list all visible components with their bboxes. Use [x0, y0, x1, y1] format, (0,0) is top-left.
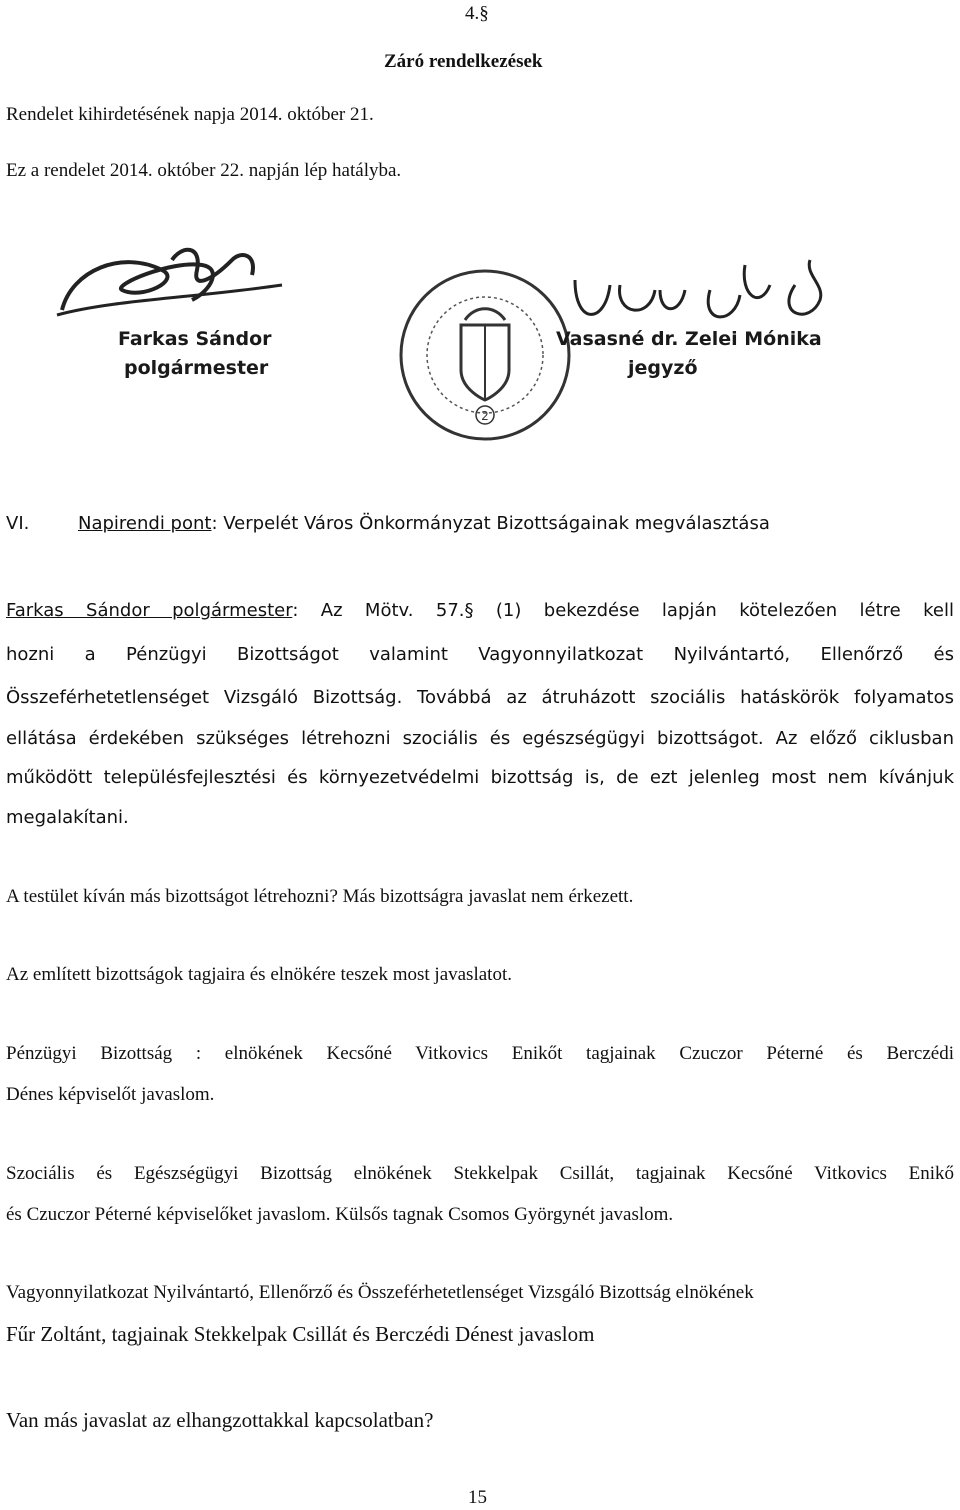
asset-committee-line-1: Vagyonnyilatkozat Nyilvántartó, Ellenőrző és Összeférhetetlenséget Vizsgáló Bizottság elnökének [6, 1282, 754, 1303]
official-stamp [395, 265, 575, 445]
mayor-title: polgármester [124, 357, 269, 379]
social-committee-line-1: Szociális és Egészségügyi Bizottság elnökének Stekkelpak Csillát, tagjainak Kecsőné Vitkovics Enikő [6, 1163, 954, 1184]
effective-date: Ez a rendelet 2014. október 22. napján lép hatályba. [6, 160, 402, 181]
speech-line-2: hozni a Pénzügyi Bizottságot valamint Vagyonnyilatkozat Nyilvántartó, Ellenőrző és [6, 644, 954, 665]
agenda-label: Napirendi pont [78, 513, 212, 534]
question-paragraph: A testület kíván más bizottságot létrehozni? Más bizottságra javaslat nem érkezett. [6, 886, 634, 907]
agenda-title: : Verpelét Város Önkormányzat Bizottságainak megválasztása [211, 513, 770, 534]
finance-committee-line-2: Dénes képviselőt javaslom. [6, 1084, 215, 1105]
speech-line-5: működött településfejlesztési és környezetvédelmi bizottság is, de ezt jelenleg most nem kívánjuk [6, 767, 954, 788]
agenda-number: VI. [6, 513, 30, 534]
agenda-item [6, 512, 770, 536]
stamp-number: 2 [481, 409, 489, 423]
section-title: Záró rendelkezések [384, 51, 543, 72]
mayor-name: Farkas Sándor [118, 328, 272, 350]
asset-committee-line-2: Fűr Zoltánt, tagjainak Stekkelpak Csillát és Berczédi Dénest javaslom [6, 1322, 595, 1346]
speech-line-3: Összeférhetetlenséget Vizsgáló Bizottság. Továbbá az átruházott szociális hatáskörök folyamatos [6, 687, 954, 708]
speaker-name: Farkas Sándor polgármester [6, 600, 293, 621]
promulgation-date: Rendelet kihirdetésének napja 2014. október 21. [6, 104, 374, 125]
speech-line-4: ellátása érdekében szükséges létrehozni szociális és egészségügyi bizottságot. Az előző ciklusban [6, 728, 954, 749]
finance-committee-line-1: Pénzügyi Bizottság : elnökének Kecsőné Vitkovics Enikőt tagjainak Czuczor Péterné és Berczédi [6, 1043, 954, 1064]
notary-name: Vasasné dr. Zelei Mónika [556, 328, 822, 350]
speech-line-1-text: : Az Mötv. 57.§ (1) bekezdése lapján kötelezően létre kell [292, 600, 954, 621]
page-number: 15 [468, 1487, 487, 1508]
speech-line-1 [6, 599, 954, 623]
notary-title: jegyző [628, 357, 698, 379]
other-proposal-question: Van más javaslat az elhangzottakkal kapcsolatban? [6, 1408, 434, 1432]
proposal-paragraph: Az említett bizottságok tagjaira és elnökére teszek most javaslatot. [6, 964, 512, 985]
social-committee-line-2: és Czuczor Péterné képviselőket javaslom. Külsős tagnak Csomos Györgynét javaslom. [6, 1204, 674, 1225]
paragraph-number: 4.§ [465, 3, 489, 24]
mayor-signature [52, 240, 292, 330]
speech-line-6: megalakítani. [6, 807, 129, 828]
